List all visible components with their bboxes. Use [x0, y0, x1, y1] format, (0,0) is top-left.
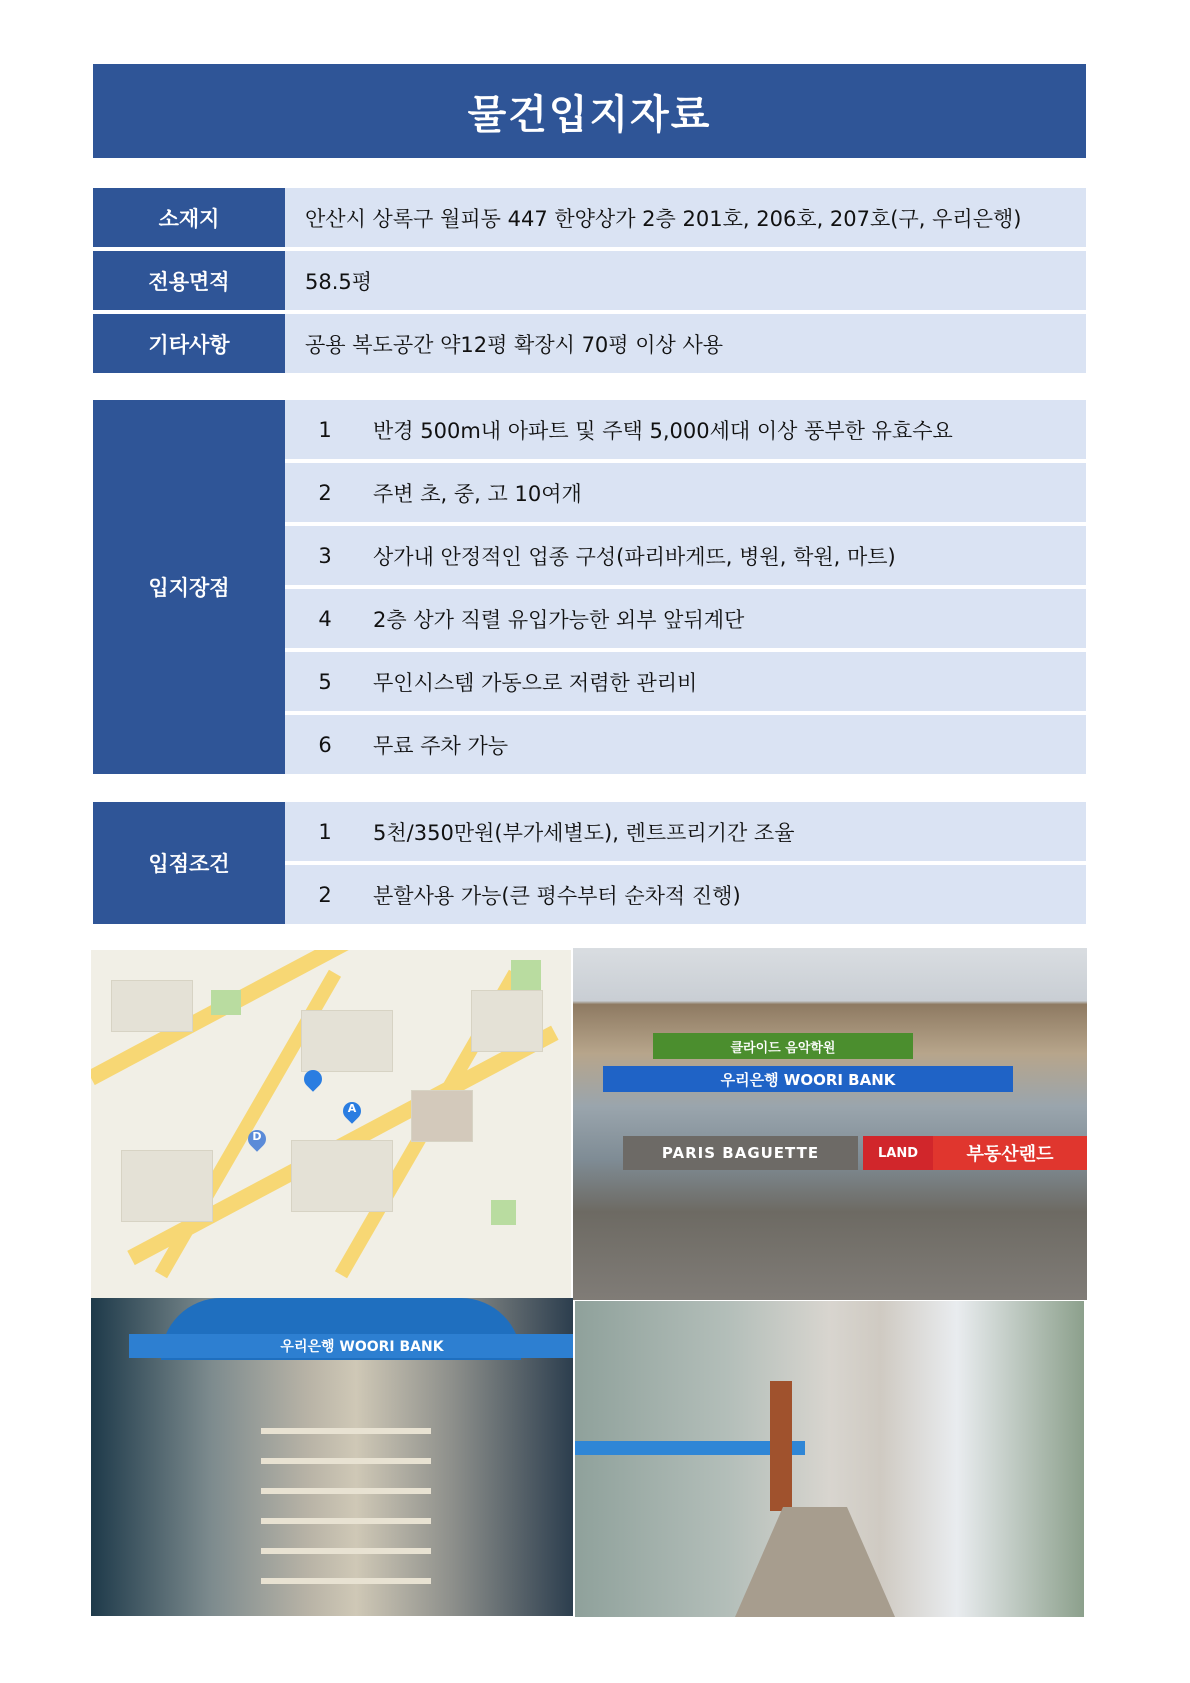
realty-sign: 부동산랜드: [933, 1136, 1087, 1170]
item-text: 무료 주차 가능: [373, 733, 509, 758]
item-number: 1: [318, 819, 332, 844]
corridor-photo: [575, 1301, 1084, 1617]
item-number: 2: [318, 480, 332, 505]
item-number: 5: [318, 669, 332, 694]
info-label: 전용면적: [93, 251, 285, 310]
conditions-label: 입점조건: [93, 802, 285, 924]
condition-item: [285, 802, 1086, 861]
map-pin-label: D: [252, 1130, 262, 1143]
item-number: 2: [318, 882, 332, 907]
info-label: 기타사항: [93, 314, 285, 373]
item-text: 주변 초, 중, 고 10여개: [373, 481, 582, 506]
item-text: 분할사용 가능(큰 평수부터 순차적 진행): [373, 883, 741, 908]
music-academy-sign: 클라이드 음악학원: [653, 1033, 913, 1059]
advantage-item: [285, 526, 1086, 585]
item-text: 무인시스템 가동으로 저렴한 관리비: [373, 670, 698, 695]
advantage-item: [285, 652, 1086, 711]
info-value: 안산시 상록구 월피동 447 한양상가 2층 201호, 206호, 207호(구, 우리은행): [285, 188, 1086, 247]
location-map: [91, 950, 571, 1298]
item-number: 1: [318, 417, 332, 442]
page-title: 물건입지자료: [93, 64, 1086, 158]
info-row-other: [93, 314, 1086, 373]
woori-bank-sign: 우리은행 WOORI BANK: [603, 1066, 1013, 1092]
advantage-item: [285, 589, 1086, 648]
info-row-area: [93, 251, 1086, 310]
info-label: 소재지: [93, 188, 285, 247]
item-text: 5천/350만원(부가세별도), 렌트프리기간 조율: [373, 820, 795, 845]
advantage-item: [285, 715, 1086, 774]
item-number: 4: [318, 606, 332, 631]
storefront-photo: [573, 948, 1087, 1300]
advantage-item: [285, 400, 1086, 459]
stairs-entrance-photo: [91, 1298, 573, 1616]
item-text: 반경 500m내 아파트 및 주택 5,000세대 이상 풍부한 유효수요: [373, 418, 953, 443]
map-pin-label: A: [347, 1102, 357, 1115]
info-row-location: [93, 188, 1086, 247]
item-number: 3: [318, 543, 332, 568]
item-number: 6: [318, 732, 332, 757]
item-text: 상가내 안정적인 업종 구성(파리바게뜨, 병원, 학원, 마트): [373, 544, 896, 569]
info-value: 58.5평: [285, 251, 1086, 310]
advantage-item: [285, 463, 1086, 522]
stairs-bank-sign: 우리은행 WOORI BANK: [129, 1334, 573, 1358]
item-text: 2층 상가 직렬 유입가능한 외부 앞뒤계단: [373, 607, 745, 632]
condition-item: [285, 865, 1086, 924]
advantages-label: 입지장점: [93, 400, 285, 774]
info-value: 공용 복도공간 약12평 확장시 70평 이상 사용: [285, 314, 1086, 373]
paris-baguette-sign: PARIS BAGUETTE: [623, 1136, 858, 1170]
land-sign: LAND: [863, 1136, 933, 1170]
